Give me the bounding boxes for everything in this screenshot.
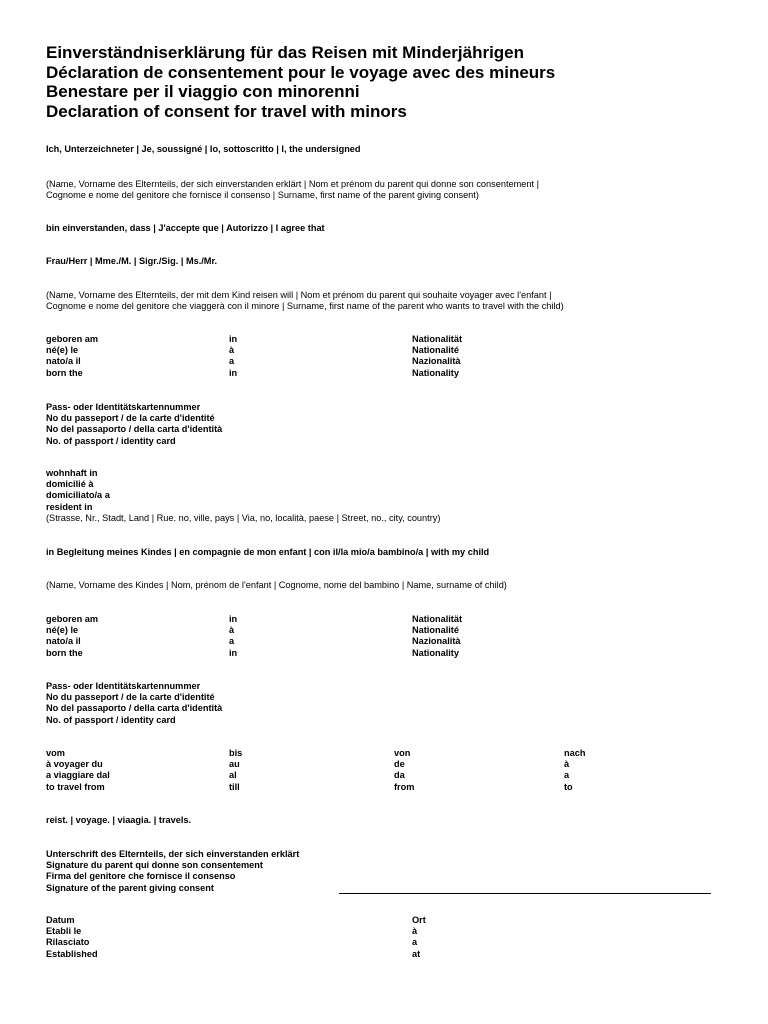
residence-label: domiciliato/a a (46, 490, 110, 501)
passport-label: No du passeport / de la carte d'identité (46, 413, 215, 424)
residence-label: resident in (46, 501, 93, 512)
birthplace-label: in (229, 334, 238, 344)
travel-origin-label: da (394, 770, 405, 781)
residence-block (46, 468, 440, 524)
signature-label: Firma del genitore che fornisce il consenso (46, 871, 236, 882)
title-fr: Déclaration de consentement pour le voyage avec des mineurs (46, 62, 556, 82)
title-de: Einverständniserklärung für das Reisen mit Minderjährigen (46, 43, 525, 62)
undersigned-label: Ich, Unterzeichneter | Je, soussigné | Io, sottoscritto | I, the undersigned (46, 144, 361, 154)
travel-start-label: to travel from (46, 781, 105, 792)
birthdate-label: né(e) le (46, 625, 79, 636)
passport-label: No du passeport / de la carte d'identité (46, 692, 215, 703)
document-title (46, 43, 555, 121)
travel-destination-label: a (564, 770, 570, 781)
parent-birthdate-labels (46, 334, 98, 379)
travel-origin-label: from (394, 781, 415, 792)
travels-label: reist. | voyage. | viaagia. | travels. (46, 815, 192, 825)
passport-label: No. of passport / identity card (46, 714, 176, 725)
date-label: Rilasciato (46, 937, 90, 948)
birthdate-label: born the (46, 647, 83, 658)
nationality-label: Nationalität (412, 614, 463, 624)
birthplace-label: in (229, 367, 238, 378)
travel-start-label: vom (46, 748, 65, 758)
travel-destination-label: to (564, 781, 573, 792)
date-label: Datum (46, 915, 75, 925)
birthplace-label: à (229, 625, 235, 636)
salutation-label: Frau/Herr | Mme./M. | Sigr./Sig. | Ms./Mr. (46, 256, 218, 266)
parent-consent-note-line2: Cognome e nome del genitore che fornisce il consenso | Surname, first name of the parent giving consent) (46, 190, 479, 201)
passport-label: No del passaporto / della carta d'identità (46, 424, 223, 435)
title-it: Benestare per il viaggio con minorenni (46, 82, 360, 101)
date-label: Established (46, 948, 98, 959)
passport-label: Pass- oder Identitätskartennummer (46, 402, 201, 412)
parent-birthplace-labels (229, 334, 237, 379)
travel-start-label: a viaggiare dal (46, 770, 110, 781)
child-birthplace-labels (229, 614, 237, 659)
travel-destination-label: nach (564, 748, 586, 758)
travel-destination-label: à (564, 759, 570, 770)
place-labels (412, 915, 426, 960)
travel-from-labels (46, 748, 110, 793)
residence-note: (Strasse, Nr., Stadt, Land | Rue. no, ville, pays | Via, no, località, paese | Street, no., city, country) (46, 512, 441, 523)
parent-passport-labels (46, 402, 222, 447)
travel-origin-label: de (394, 759, 405, 770)
birthdate-label: born the (46, 367, 83, 378)
birthdate-label: geboren am (46, 614, 99, 624)
nationality-label: Nationality (412, 367, 459, 378)
signature-label: Unterschrift des Elternteils, der sich einverstanden erklärt (46, 849, 300, 859)
signature-labels (46, 849, 299, 894)
nationality-label: Nationalité (412, 625, 459, 636)
child-passport-labels (46, 681, 222, 726)
birthdate-label: nato/a il (46, 356, 81, 367)
place-label: a (412, 937, 418, 948)
birthplace-label: in (229, 647, 238, 658)
parent-travel-note-line2: Cognome e nome del genitore che viaggerà con il minore | Surname, first name of the parent who wants to travel with the child) (46, 301, 564, 312)
residence-label: domicilié à (46, 479, 94, 490)
signature-line (339, 893, 711, 894)
travel-end-label: bis (229, 748, 243, 758)
signature-label: Signature of the parent giving consent (46, 882, 214, 893)
nationality-label: Nazionalità (412, 356, 461, 367)
birthplace-label: à (229, 345, 235, 356)
place-label: at (412, 948, 421, 959)
travel-origin-labels (394, 748, 414, 793)
residence-label: wohnhaft in (46, 468, 98, 478)
parent-nationality-labels (412, 334, 462, 379)
birthdate-label: nato/a il (46, 636, 81, 647)
child-nationality-labels (412, 614, 462, 659)
travel-destination-labels (564, 748, 585, 793)
passport-label: Pass- oder Identitätskartennummer (46, 681, 201, 691)
title-en: Declaration of consent for travel with minors (46, 101, 407, 121)
agree-label: bin einverstanden, dass | J'accepte que | Autorizzo | I agree that (46, 223, 325, 233)
signature-label: Signature du parent qui donne son consentement (46, 860, 263, 871)
child-note: (Name, Vorname des Kindes | Nom, prénom de l'enfant | Cognome, nome del bambino | Name, surname of child) (46, 580, 507, 590)
travel-until-labels (229, 748, 242, 793)
travel-end-label: au (229, 759, 240, 770)
nationality-label: Nazionalità (412, 636, 461, 647)
nationality-label: Nationalité (412, 345, 459, 356)
parent-consent-note-line1: (Name, Vorname des Elternteils, der sich einverstanden erklärt | Nom et prénom du parent qui donne son consentement | (46, 179, 539, 189)
birthdate-label: geboren am (46, 334, 99, 344)
place-label: Ort (412, 915, 426, 925)
birthplace-label: in (229, 614, 238, 624)
parent-travel-note-line1: (Name, Vorname des Elternteils, der mit dem Kind reisen will | Nom et prénom du parent qui souhaite voyager avec l'enfant | (46, 290, 552, 300)
travel-start-label: à voyager du (46, 759, 103, 770)
date-labels (46, 915, 98, 960)
passport-label: No. of passport / identity card (46, 435, 176, 446)
parent-travel-note (46, 290, 564, 312)
travel-end-label: till (229, 781, 240, 792)
birthdate-label: né(e) le (46, 345, 79, 356)
accompany-label: in Begleitung meines Kindes | en compagnie de mon enfant | con il/la mio/a bambino/a | with my child (46, 547, 490, 557)
parent-consent-note (46, 179, 539, 201)
nationality-label: Nationalität (412, 334, 463, 344)
passport-label: No del passaporto / della carta d'identità (46, 703, 223, 714)
date-label: Etabli le (46, 926, 82, 937)
child-birthdate-labels (46, 614, 98, 659)
place-label: à (412, 926, 418, 937)
birthplace-label: a (229, 636, 235, 647)
birthplace-label: a (229, 356, 235, 367)
travel-origin-label: von (394, 748, 411, 758)
travel-end-label: al (229, 770, 237, 781)
nationality-label: Nationality (412, 647, 459, 658)
